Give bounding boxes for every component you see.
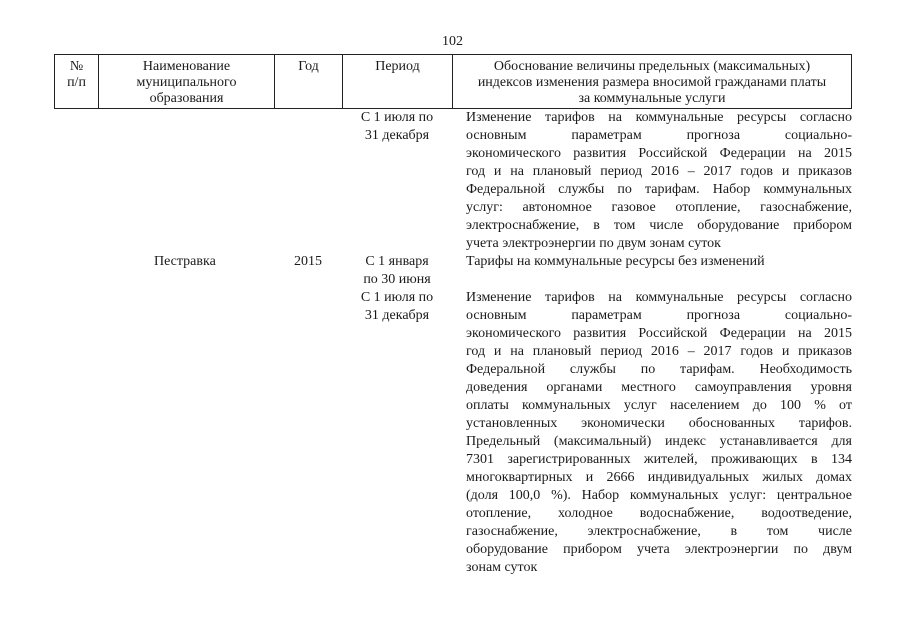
justification-line: Изменение тарифов на коммунальные ресурсы согласно [466,290,852,305]
justification-line: Изменение тарифов на коммунальные ресурсы согласно [466,110,852,125]
justification-line: услуг: автономное газовое отопление, газоснабжение, [466,200,852,215]
row-period-cell [342,253,452,289]
justification-line: 7301 зарегистрированных жителей, проживающих в 134 [466,452,852,467]
row-justification-cell [452,289,852,577]
justification-line: доведения органами местного самоуправления уровня [466,380,852,395]
table-row [54,253,852,289]
period-line: 31 декабря [364,128,430,143]
row-year-cell [274,109,342,253]
page-number: 102 [442,34,463,49]
row-name-cell: Пестравка [154,254,216,269]
justification-line: основным параметрам прогноза социально- [466,308,852,323]
table-row [54,109,852,253]
period-line: С 1 января [365,254,429,269]
period-line: С 1 июля по [360,110,434,125]
row-num-cell [54,253,98,289]
justification-line: газоснабжение, электроснабжение, в том числе [466,524,852,539]
header-just-line: Обоснование величины предельных (максимальных) [493,59,811,74]
justification-line: Федеральной службы по тарифам. Необходимость [466,362,852,377]
justification-line: год и на плановый период 2016 – 2017 годов и приказов [466,164,852,179]
header-just-line: за коммунальные услуги [578,91,726,106]
header-justification [453,55,851,108]
period-line: С 1 июля по [360,290,434,305]
period-line: по 30 июня [363,272,431,287]
justification-line: оплаты коммунальных услуг населением до 100 % от [466,398,852,413]
period-line: 31 декабря [364,308,430,323]
justification-line: многоквартирных и 2666 индивидуальных жилых домах [466,470,852,485]
justification-line: Тарифы на коммунальные ресурсы без изменений [466,254,765,269]
header-year: Год [275,55,343,108]
justification-line: (доля 100,0 %). Набор коммунальных услуг: центральное [466,488,852,503]
header-num-line: п/п [67,75,86,90]
row-justification-cell [452,253,852,289]
justification-line: отопление, холодное водоснабжение, водоотведение, [466,506,852,521]
header-num-line: № [69,59,84,74]
header-just-line: индексов изменения размера вносимой гражданами платы [477,75,827,90]
table-row [54,289,852,577]
justification-line: электроснабжение, в том числе оборудование прибором [466,218,852,233]
row-name-cell [98,109,274,253]
row-year-cell: 2015 [294,254,322,269]
justification-line: основным параметрам прогноза социально- [466,128,852,143]
row-period-cell [342,109,452,253]
table-body [54,109,852,577]
table-header [54,54,852,109]
row-num-cell [54,289,98,577]
tariff-table [54,54,852,577]
row-justification-cell [452,109,852,253]
justification-line: Федеральной службы по тарифам. Набор коммунальных [466,182,852,197]
header-name-line: муниципального [136,75,237,90]
justification-line: экономического развития Российской Федерации на 2015 [466,146,852,161]
header-name [99,55,275,108]
justification-line: Предельный (максимальный) индекс устанавливается для [466,434,852,449]
justification-line: зонам суток [466,560,538,575]
header-period: Период [343,55,453,108]
justification-line: экономического развития Российской Федерации на 2015 [466,326,852,341]
header-name-line: Наименование [142,59,231,74]
justification-line: год и на плановый период 2016 – 2017 годов и приказов [466,344,852,359]
header-num [55,55,99,108]
justification-line: оборудование прибором учета электроэнергии по двум [466,542,852,557]
header-name-line: образования [149,91,224,106]
justification-line: учета электроэнергии по двум зонам суток [466,236,721,251]
justification-line: установленных экономически обоснованных тарифов. [466,416,852,431]
row-year-cell [274,289,342,577]
row-name-cell [98,289,274,577]
row-period-cell [342,289,452,577]
row-num-cell [54,109,98,253]
